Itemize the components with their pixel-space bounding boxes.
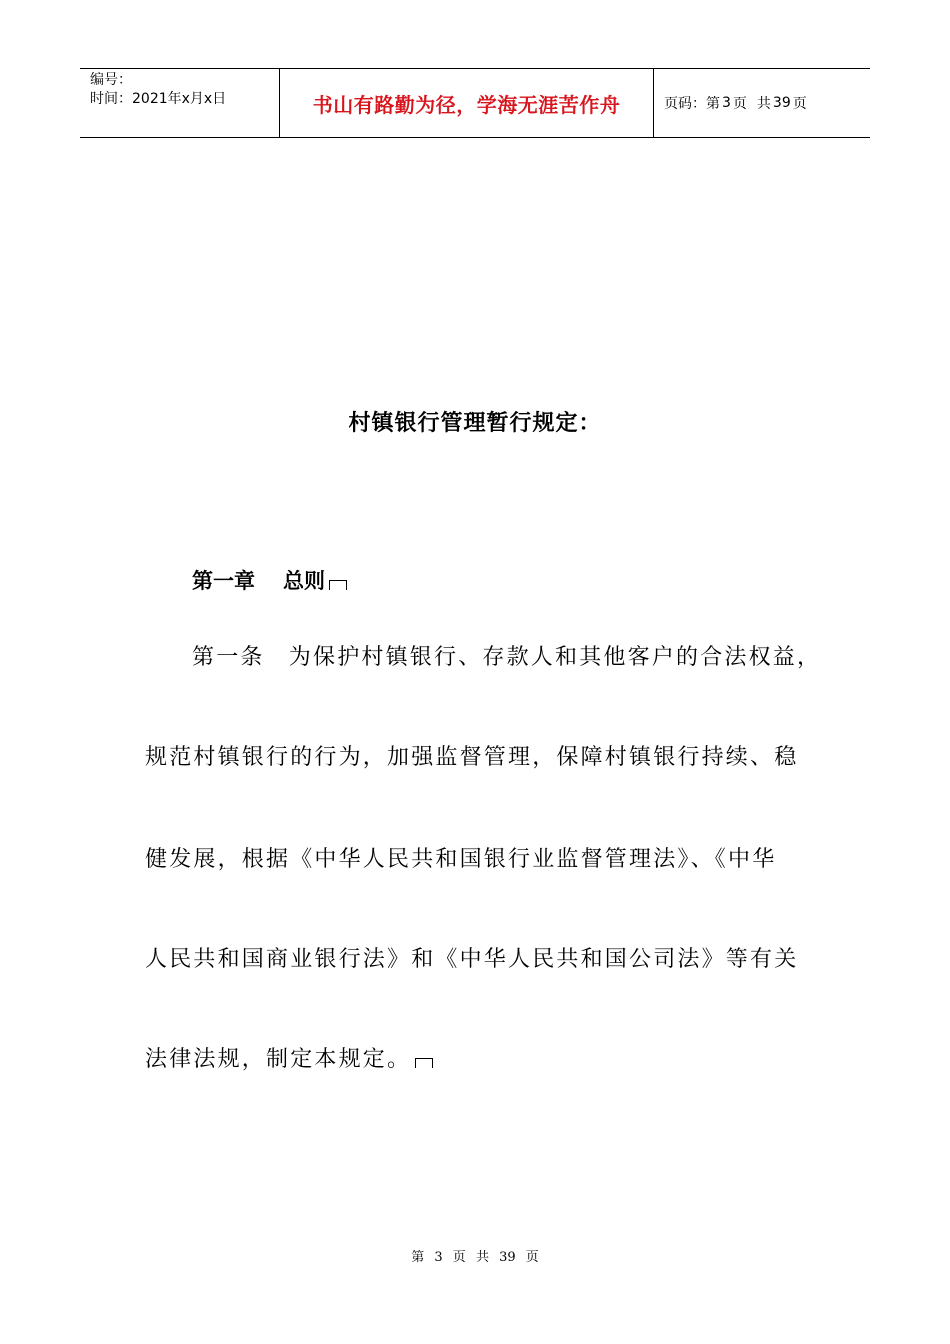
footer-current: 3 xyxy=(434,1250,443,1265)
footer-gong: 共 xyxy=(475,1250,489,1265)
header-page-info xyxy=(654,69,870,137)
footer-ye2: 页 xyxy=(525,1250,539,1265)
footer-di: 第 xyxy=(411,1250,425,1265)
page-current: 3 xyxy=(722,95,731,111)
chapter-name: 总则 xyxy=(283,569,325,593)
page-end: 页 xyxy=(792,96,807,112)
paragraph-mark-icon xyxy=(415,1058,433,1068)
document-title: 村镇银行管理暂行规定： xyxy=(348,411,602,436)
chapter-heading xyxy=(192,565,347,595)
footer-total: 39 xyxy=(499,1250,516,1265)
article-line xyxy=(145,942,798,973)
header-motto: 书山有路勤为径，学海无涯苦作舟 xyxy=(280,69,654,137)
paragraph-mark-icon xyxy=(329,580,347,590)
header-meta xyxy=(80,69,280,137)
page-total: 39 xyxy=(772,95,791,111)
page-total-label: 共 xyxy=(756,96,771,112)
time-label: 时间：2021年x月x日 xyxy=(90,91,227,107)
article-line-last xyxy=(145,1042,433,1073)
article-line: 第一条 为保护村镇银行、存款人和其他客户的合法权益， xyxy=(192,645,822,670)
page-label: 页码：第 xyxy=(664,96,720,112)
article-line-text: 人民共和国商业银行法》和《中华人民共和国公司法》等有关 xyxy=(145,947,799,972)
article-line-text: 法律法规，制定本规定。 xyxy=(145,1047,412,1072)
page-footer xyxy=(0,1246,950,1265)
article-line: 规范村镇银行的行为，加强监督管理，保障村镇银行持续、稳 xyxy=(145,745,799,770)
page-header xyxy=(80,68,870,138)
footer-ye: 页 xyxy=(452,1250,466,1265)
chapter-number: 第一章 xyxy=(192,569,255,593)
number-label: 编号： xyxy=(90,72,132,88)
page-mid: 页 xyxy=(732,96,747,112)
article-line: 健发展，根据《中华人民共和国银行业监督管理法》、《中华 xyxy=(145,847,777,872)
